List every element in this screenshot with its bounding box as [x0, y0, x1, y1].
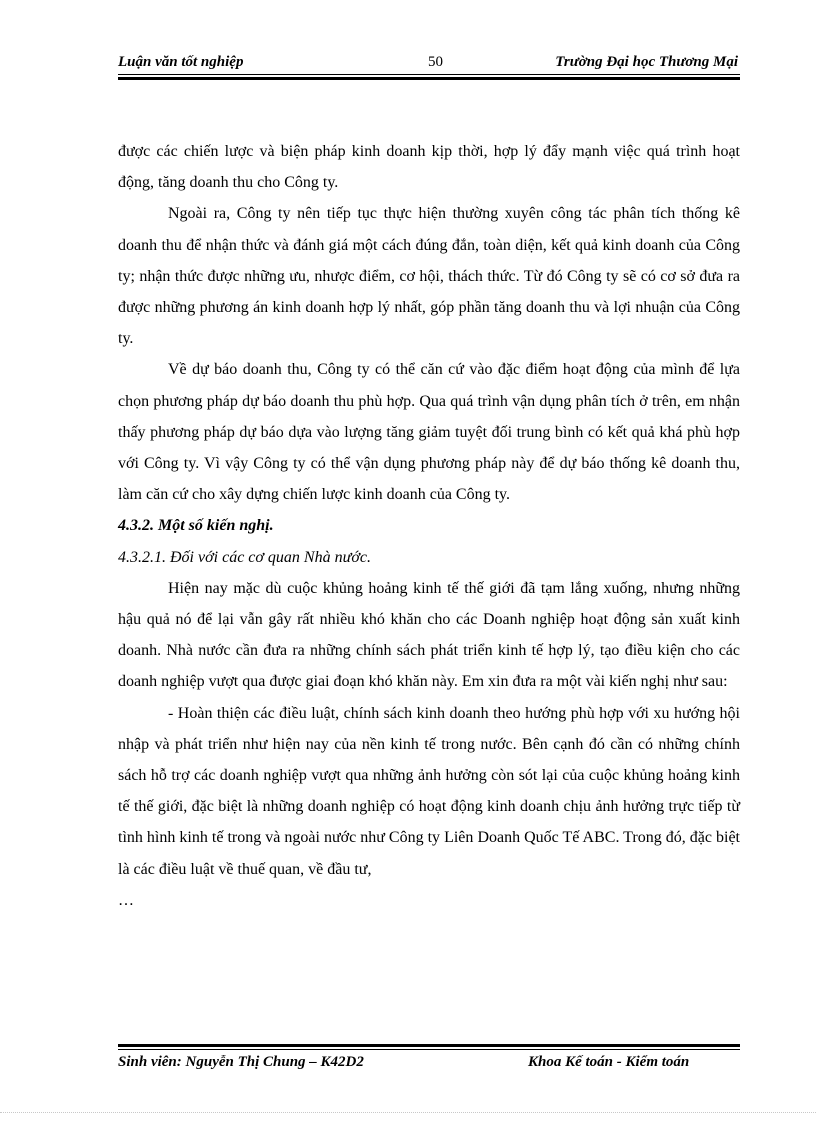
paragraph: - Hoàn thiện các điều luật, chính sách kinh doanh theo hướng phù hợp với xu hướng hội nhập và phát triển như hiện nay của nền kinh tế trong nước. Bên cạnh đó cần có những chính sách hỗ trợ các doanh nghiệp vượt qua những ảnh hưởng còn sót lại của cuộc khủng hoảng kinh tế thế giới, đặc biệt là những doanh nghiệp có hoạt động kinh doanh chịu ảnh hưởng trực tiếp từ tình hình kinh tế trong và ngoài nước như Công ty Liên Doanh Quốc Tế ABC. Trong đó, đặc biệt là các điều luật về thuế quan, về đầu tư,: [118, 704, 740, 878]
footer-student: Sinh viên: Nguyễn Thị Chung – K42D2: [118, 1054, 364, 1070]
footer-rule-thick: [118, 1044, 740, 1047]
header-rule-thick: [118, 77, 740, 80]
paragraph: được các chiến lược và biện pháp kinh doanh kịp thời, hợp lý đẩy mạnh việc quá trình hoạt động, tăng doanh thu cho Công ty.: [118, 143, 740, 192]
footer-department: Khoa Kế toán - Kiểm toán: [528, 1054, 690, 1070]
subsection-heading: 4.3.2.1. Đối với các cơ quan Nhà nước.: [118, 548, 371, 566]
page-body: [118, 136, 740, 916]
section-heading: 4.3.2. Một số kiến nghị.: [118, 517, 274, 535]
header-university: Trường Đại học Thương Mại: [555, 54, 738, 70]
paragraph: Về dự báo doanh thu, Công ty có thể căn cứ vào đặc điểm hoạt động của mình để lựa chọn phương pháp dự báo doanh thu phù hợp. Qua quá trình vận dụng phân tích ở trên, em nhận thấy phương pháp dự báo dựa vào lượng tăng giảm tuyệt đối trung bình có kết quả khá phù hợp với Công ty. Vì vậy Công ty có thể vận dụng phương pháp này để dự báo thống kê doanh thu, làm căn cứ cho xây dựng chiến lược kinh doanh của Công ty.: [118, 361, 740, 504]
paragraph: Hiện nay mặc dù cuộc khủng hoảng kinh tế thế giới đã tạm lắng xuống, nhưng những hậu quả nó để lại vẫn gây rất nhiều khó khăn cho các Doanh nghiệp hoạt động sản xuất kinh doanh. Nhà nước cần đưa ra những chính sách phát triển kinh tế hợp lý, tạo điều kiện cho các doanh nghiệp vượt qua được giai đoạn khó khăn này. Em xin đưa ra một vài kiến nghị như sau:: [118, 579, 740, 691]
page-header: [118, 50, 738, 74]
ellipsis: …: [118, 891, 134, 909]
paragraph: Ngoài ra, Công ty nên tiếp tục thực hiện thường xuyên công tác phân tích thống kê doanh thu để nhận thức và đánh giá một cách đúng đắn, toàn diện, kết quả kinh doanh của Công ty; nhận thức được những ưu, nhược điểm, cơ hội, thách thức. Từ đó Công ty sẽ có cơ sở đưa ra được những phương án kinh doanh hợp lý nhất, góp phần tăng doanh thu và lợi nhuận của Công ty.: [118, 205, 740, 348]
page-bottom-dotted-line: [0, 1112, 816, 1114]
header-rule-thin: [118, 74, 740, 75]
header-thesis-label: Luận văn tốt nghiệp: [118, 54, 244, 70]
footer-rule-thin: [118, 1049, 740, 1050]
page-number: 50: [428, 54, 443, 70]
